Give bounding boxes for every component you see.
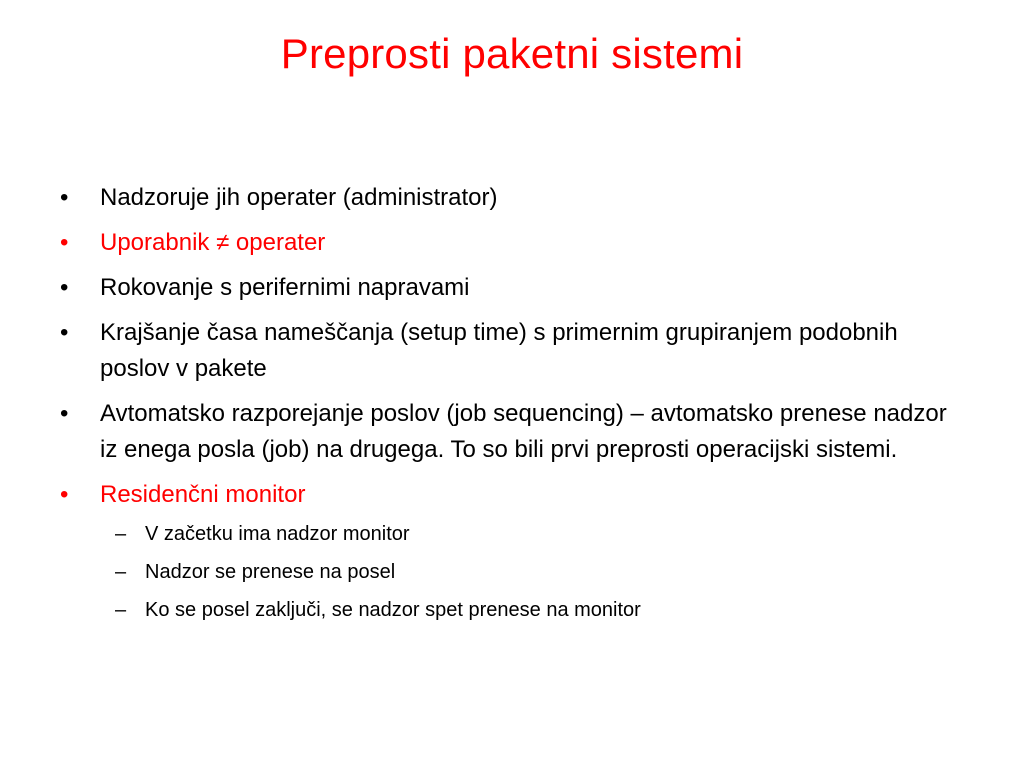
- sub-bullet-item: [100, 595, 960, 625]
- bullet-icon: •: [60, 229, 69, 256]
- sub-bullet-item: [100, 519, 960, 549]
- slide-title: Preprosti paketni sistemi: [280, 30, 744, 77]
- dash-icon: –: [115, 523, 127, 545]
- bullet-item-user-not-operator: [60, 225, 960, 261]
- dash-icon: –: [115, 561, 127, 583]
- sub-bullet-list: [100, 519, 960, 625]
- bullet-text: Rokovanje s perifernimi napravami: [100, 274, 470, 301]
- sub-bullet-text: Ko se posel zaključi, se nadzor spet prenese na monitor: [145, 599, 641, 621]
- bullet-icon: •: [60, 184, 69, 211]
- bullet-icon: •: [60, 481, 69, 508]
- dash-icon: –: [115, 599, 127, 621]
- bullet-item-peripherals: [60, 270, 960, 306]
- slide-content: [60, 180, 960, 634]
- bullet-icon: •: [60, 400, 69, 427]
- bullet-item-operator: [60, 180, 960, 216]
- bullet-text: Nadzoruje jih operater (administrator): [100, 184, 498, 211]
- sub-bullet-text: Nadzor se prenese na posel: [145, 561, 396, 583]
- bullet-item-setup-time: [60, 315, 960, 387]
- bullet-text: Krajšanje časa nameščanja (setup time) s primernim grupiranjem podobnih poslov v pakete: [100, 319, 898, 382]
- bullet-list: [60, 180, 960, 625]
- sub-bullet-item: [100, 557, 960, 587]
- bullet-item-job-sequencing: [60, 396, 960, 468]
- bullet-text: Residenčni monitor: [100, 481, 306, 508]
- bullet-item-resident-monitor: [60, 477, 960, 625]
- sub-bullet-text: V začetku ima nadzor monitor: [145, 523, 410, 545]
- bullet-text: Avtomatsko razporejanje poslov (job sequencing) – avtomatsko prenese nadzor iz enega posla (job) na drugega. To so bili prvi preprosti operacijski sistemi.: [100, 400, 947, 463]
- bullet-icon: •: [60, 319, 69, 346]
- bullet-text: Uporabnik ≠ operater: [100, 229, 326, 256]
- bullet-icon: •: [60, 274, 69, 301]
